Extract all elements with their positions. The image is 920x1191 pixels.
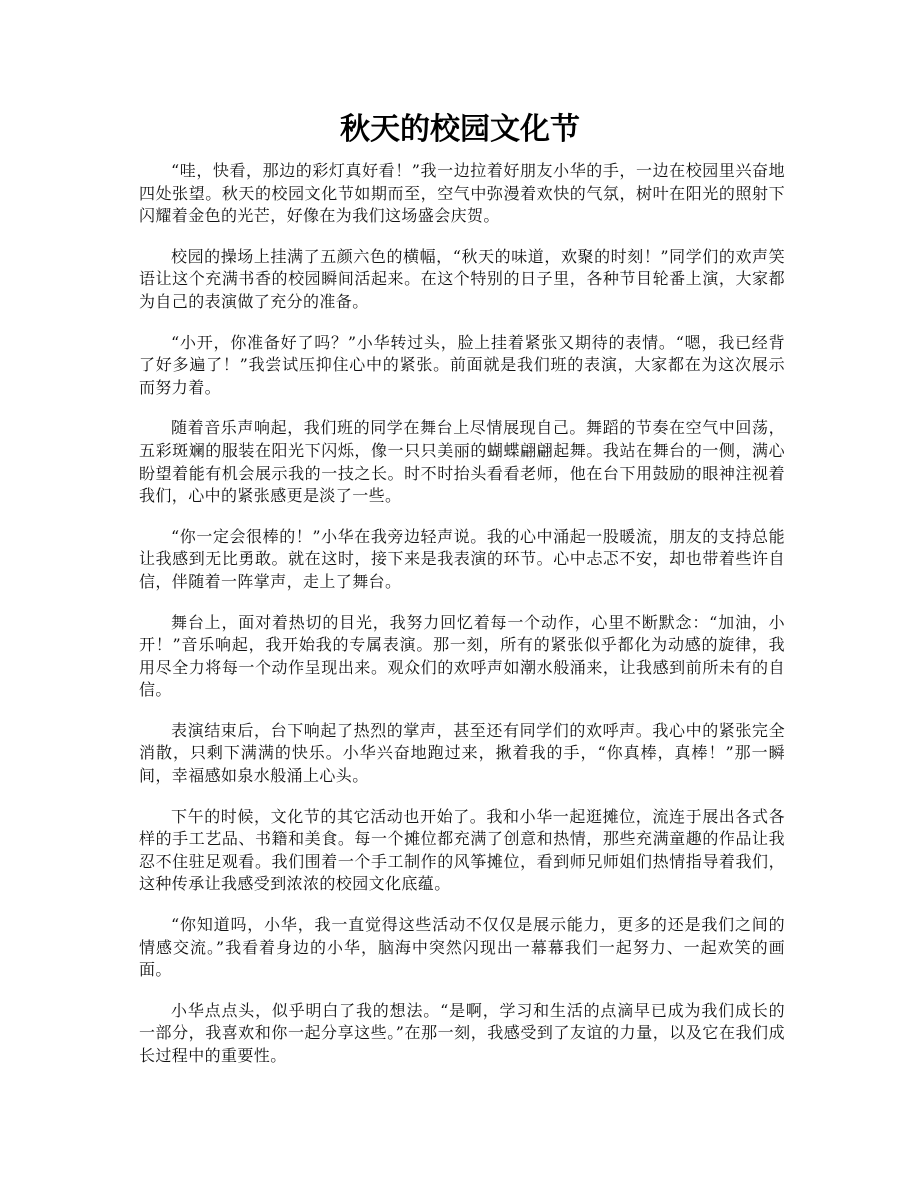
paragraph: 校园的操场上挂满了五颜六色的横幅，“秋天的味道，欢聚的时刻！”同学们的欢声笑语让这个充满书香的校园瞬间活起来。在这个特别的日子里，各种节目轮番上演，大家都为自己的表演做了充分的准备。 [139,246,785,311]
paragraph: “哇，快看，那边的彩灯真好看！”我一边拉着好朋友小华的手，一边在校园里兴奋地四处张望。秋天的校园文化节如期而至，空气中弥漫着欢快的气氛，树叶在阳光的照射下闪耀着金色的光芒，好像在为我们这场盛会庆贺。 [139,161,785,226]
paragraph: 随着音乐声响起，我们班的同学在舞台上尽情展现自己。舞蹈的节奏在空气中回荡，五彩斑斓的服装在阳光下闪烁，像一只只美丽的蝴蝶翩翩起舞。我站在舞台的一侧，满心盼望着能有机会展示我的一技之长。时不时抬头看看老师，他在台下用鼓励的眼神注视着我们，心中的紧张感更是淡了一些。 [139,418,785,506]
paragraph: “你一定会很棒的！”小华在我旁边轻声说。我的心中涌起一股暖流，朋友的支持总能让我感到无比勇敢。就在这时，接下来是我表演的环节。心中忐忑不安，却也带着些许自信，伴随着一阵掌声，走上了舞台。 [139,526,785,591]
paragraph: “小开，你准备好了吗？”小华转过头，脸上挂着紧张又期待的表情。“嗯，我已经背了好多遍了！”我尝试压抑住心中的紧张。前面就是我们班的表演，大家都在为这次展示而努力着。 [139,332,785,397]
document-title: 秋天的校园文化节 [340,112,580,147]
paragraph: 下午的时候，文化节的其它活动也开始了。我和小华一起逛摊位，流连于展出各式各样的手工艺品、书籍和美食。每一个摊位都充满了创意和热情，那些充满童趣的作品让我忍不住驻足观看。我们围着一个手工制作的风筝摊位，看到师兄师姐们热情指导着我们，这种传承让我感受到浓浓的校园文化底蕴。 [139,806,785,894]
document-body [139,160,785,1086]
paragraph: 表演结束后，台下响起了热烈的掌声，甚至还有同学们的欢呼声。我心中的紧张完全消散，只剩下满满的快乐。小华兴奋地跑过来，揪着我的手，“你真棒，真棒！”那一瞬间，幸福感如泉水般涌上心头。 [139,720,785,786]
paragraph: “你知道吗，小华，我一直觉得这些活动不仅仅是展示能力，更多的还是我们之间的情感交流。”我看着身边的小华，脑海中突然闪现出一幕幕我们一起努力、一起欢笑的画面。 [139,915,785,980]
paragraph: 舞台上，面对着热切的目光，我努力回忆着每一个动作，心里不断默念：“加油，小开！”音乐响起，我开始我的专属表演。那一刻，所有的紧张似乎都化为动感的旋律，我用尽全力将每一个动作呈现出来。观众们的欢呼声如潮水般涌来，让我感到前所未有的自信。 [139,612,785,700]
paragraph: 小华点点头，似乎明白了我的想法。“是啊，学习和生活的点滴早已成为我们成长的一部分，我喜欢和你一起分享这些。”在那一刻，我感受到了友谊的力量，以及它在我们成长过程中的重要性。 [139,1000,785,1065]
